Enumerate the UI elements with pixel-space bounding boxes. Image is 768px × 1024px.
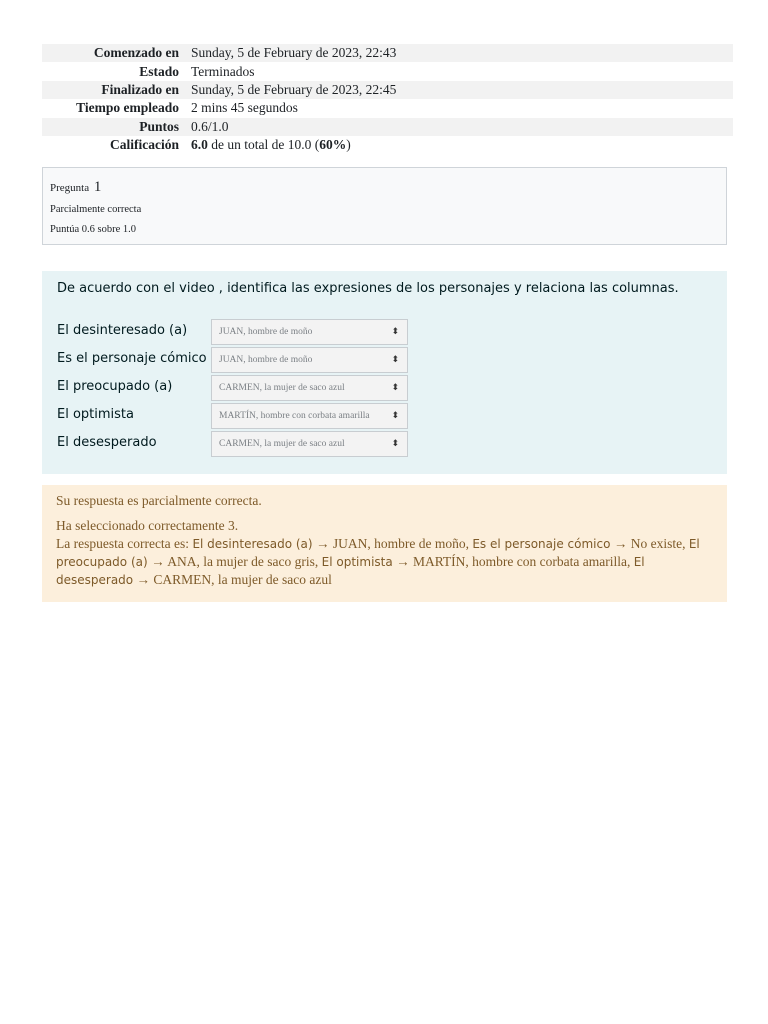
summary-row-time-taken [42,99,733,117]
match-row [57,375,457,403]
match-select-value: JUAN, hombre de moño [219,355,313,365]
match-select-value: MARTÍN, hombre con corbata amarilla [219,411,370,421]
feedback-partial: Su respuesta es parcialmente correcta. [56,493,262,508]
summary-label: Puntos [139,118,179,134]
match-select-value: CARMEN, la mujer de saco azul [219,439,345,449]
question-grade: Puntúa 0.6 sobre 1.0 [50,224,137,235]
summary-value [185,136,733,154]
feedback-selected-count: Ha seleccionado correctamente 3. [56,518,239,533]
match-label: El desesperado [57,435,157,450]
match-row [57,347,457,375]
answer-text-segment: → MARTÍN, hombre con corbata amarilla, [392,554,634,569]
summary-value: Sunday, 5 de February de 2023, 22:43 [191,45,397,61]
updown-caret-icon: ⬍ [391,383,399,393]
summary-value: Sunday, 5 de February de 2023, 22:45 [191,81,397,97]
match-select[interactable] [211,375,408,401]
question-formulation [42,271,727,474]
summary-label: Estado [139,63,179,79]
question-number-value: 1 [93,179,102,195]
summary-row-completed [42,81,733,99]
match-row [57,403,457,431]
match-select[interactable] [211,431,408,457]
grade-total: de un total de 10.0 ( [207,137,320,153]
match-label: Es el personaje cómico [57,351,207,366]
match-label: El optimista [57,407,134,422]
updown-caret-icon: ⬍ [391,327,399,337]
answer-prompt-segment: El desesperado [56,555,645,587]
match-label: El preocupado (a) [57,379,173,394]
updown-caret-icon: ⬍ [391,439,399,449]
match-row [57,431,457,459]
updown-caret-icon: ⬍ [391,355,399,365]
question-info-box [42,167,727,245]
summary-row-state [42,62,733,80]
question-state: Parcialmente correcta [50,204,142,215]
summary-label: Tiempo empleado [76,100,179,116]
match-select[interactable] [211,319,408,345]
summary-label: Finalizado en [101,81,179,97]
summary-value: Terminados [191,63,255,79]
summary-label: Comenzado en [93,45,179,61]
match-select[interactable] [211,347,408,373]
answer-prompt-segment: El optimista [321,555,393,569]
grade-value: 6.0 [191,137,208,153]
summary-row-marks [42,118,733,136]
question-prompt: De acuerdo con el video , identifica las expresiones de los personajes y relaciona las columnas. [57,281,679,296]
question-number [50,179,101,196]
summary-row-grade [42,136,733,154]
answer-prompt-segment: Es el personaje cómico [472,537,611,551]
summary-label: Calificación [110,137,179,153]
summary-row-started [42,44,733,62]
summary-value: 2 mins 45 segundos [191,100,298,116]
answer-text-segment: → CARMEN, la mujer de saco azul [133,572,332,587]
attempt-summary-table [42,44,733,154]
correct-answer-text [56,535,716,589]
match-label: El desinteresado (a) [57,323,188,338]
answer-text-segment: → JUAN, hombre de moño, [312,536,473,551]
feedback-box [42,485,727,602]
match-select-value: JUAN, hombre de moño [219,327,313,337]
summary-value: 0.6/1.0 [191,118,229,134]
match-select[interactable] [211,403,408,429]
grade-percent: 60% [319,137,347,153]
updown-caret-icon: ⬍ [391,411,399,421]
answer-prompt-segment: El desinteresado (a) [192,537,313,551]
grade-close: ) [346,137,351,153]
answer-prompt-segment: El preocupado (a) [56,537,700,569]
question-prefix: Pregunta [50,182,90,194]
match-select-value: CARMEN, la mujer de saco azul [219,383,345,393]
answer-text-segment: La respuesta correcta es: [56,536,193,551]
match-row [57,319,457,347]
answer-text-segment: → ANA, la mujer de saco gris, [147,554,322,569]
answer-text-segment: → No existe, [610,536,689,551]
